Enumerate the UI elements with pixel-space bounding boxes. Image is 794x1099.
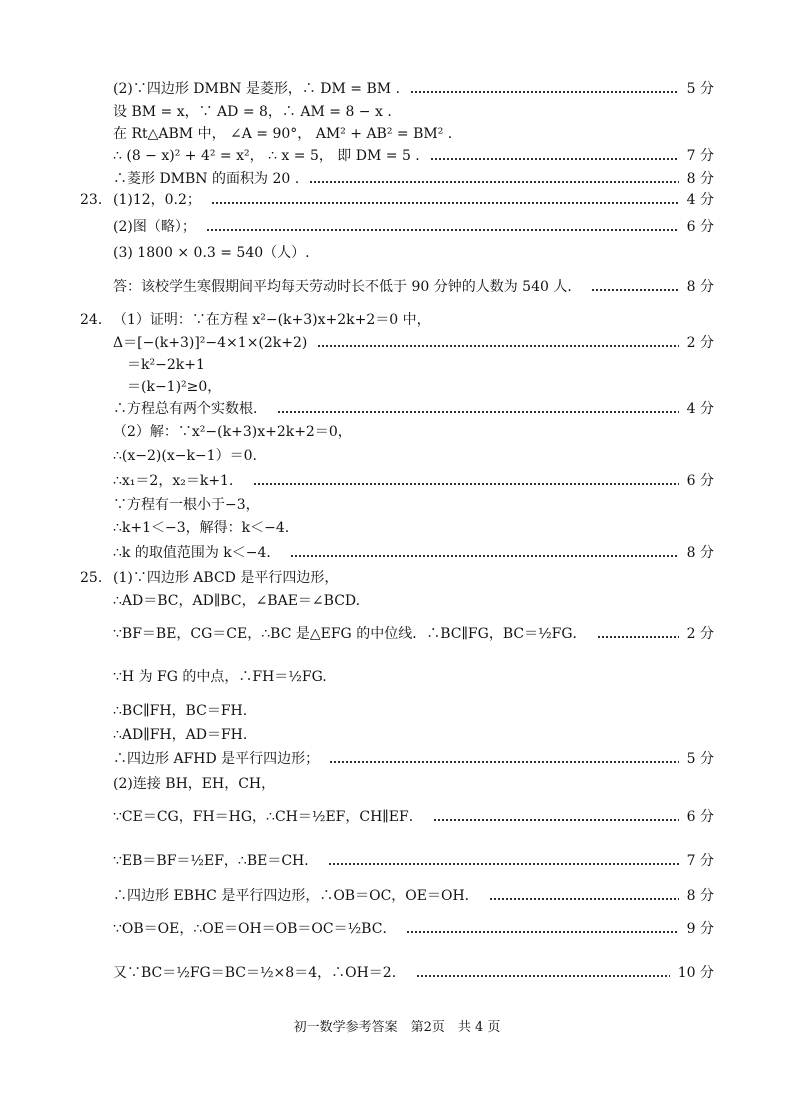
solution-text: ∵OB＝OE，∴OE＝OH＝OB＝OC＝½BC． [113, 921, 397, 937]
dot-leader [309, 168, 679, 190]
score-points: 10 分 [677, 965, 714, 981]
dot-leader [277, 398, 679, 420]
solution-text: ＝(k−1)²≥0， [127, 379, 222, 395]
solution-text: ∵方程有一根小于−3， [113, 497, 260, 513]
dot-leader [410, 78, 679, 100]
dot-leader [328, 850, 679, 872]
dot-leader [489, 885, 679, 907]
score-points: 2 分 [686, 335, 714, 351]
solution-line [0, 542, 794, 564]
solution-text: (3) 1800 × 0.3 = 540（人）. [113, 245, 310, 261]
solution-text: ∴k 的取值范围为 k＜−4． [113, 545, 281, 561]
score-points: 4 分 [686, 401, 714, 417]
solution-line [0, 216, 794, 238]
score-points: 6 分 [686, 809, 714, 825]
score-points: 5 分 [686, 81, 714, 97]
solution-line [0, 962, 794, 984]
score-points: 6 分 [686, 219, 714, 235]
solution-text: (2)∵四边形 DMBN 是菱形，∴ DM = BM . [113, 81, 400, 97]
solution-text: ∴ (8 − x)² + 4² = x²， ∴ x = 5， 即 DM = 5 . [113, 148, 420, 164]
solution-line [0, 666, 794, 688]
solution-line [0, 918, 794, 940]
solution-line [0, 623, 794, 645]
solution-text: ∴AD∥FH，AD＝FH. [113, 727, 248, 743]
solution-text: ∴四边形 EBHC 是平行四边形，∴OB＝OC，OE＝OH． [113, 888, 479, 904]
score-points: 7 分 [686, 853, 714, 869]
solution-line [0, 332, 794, 354]
solution-text: ∴BC∥FH，BC＝FH. [113, 703, 248, 719]
solution-text: 答：该校学生寒假期间平均每天劳动时长不低于 90 分钟的人数为 540 人． [113, 279, 582, 295]
solution-text: ∵H 为 FG 的中点，∴FH＝½FG. [113, 669, 327, 685]
solution-text: ∴方程总有两个实数根． [113, 401, 267, 417]
solution-line [0, 885, 794, 907]
question-number: 23． [80, 192, 112, 208]
solution-text: 设 BM = x，∵ AD = 8，∴ AM = 8 − x . [113, 104, 392, 120]
solution-text: 又∵BC＝½FG＝BC＝½×8＝4，∴OH＝2． [113, 965, 406, 981]
dot-leader [416, 962, 670, 984]
solution-text: ∵EB＝BF＝½EF，∴BE＝CH． [113, 853, 319, 869]
solution-text: (2)图（略）； [113, 219, 196, 235]
dot-leader [317, 332, 679, 354]
score-points: 9 分 [686, 921, 714, 937]
solution-line [0, 445, 794, 467]
solution-line [0, 517, 794, 539]
dot-leader [206, 216, 679, 238]
solution-line [0, 773, 794, 795]
score-points: 8 分 [686, 545, 714, 561]
solution-text: ∴k+1＜−3，解得：k＜−4. [113, 520, 290, 536]
solution-text: (1)12，0.2； [113, 192, 201, 208]
question-number: 25． [80, 570, 112, 586]
solution-line [0, 748, 794, 770]
solution-line [0, 78, 794, 100]
score-points: 4 分 [686, 192, 714, 208]
dot-leader [597, 623, 679, 645]
dot-leader [433, 806, 679, 828]
dot-leader [290, 542, 679, 564]
solution-line [0, 276, 794, 298]
solution-line [0, 421, 794, 443]
solution-text: 在 Rt△ABM 中， ∠A = 90°， AM² + AB² = BM² . [113, 126, 453, 142]
solution-text: ∴菱形 DMBN 的面积为 20 . [113, 171, 300, 187]
solution-line [0, 850, 794, 872]
dot-leader [329, 748, 679, 770]
solution-line [0, 398, 794, 420]
solution-line [0, 168, 794, 190]
dot-leader [430, 145, 679, 167]
solution-line [0, 123, 794, 145]
solution-line [0, 376, 794, 398]
dot-leader [211, 189, 679, 211]
solution-line [0, 470, 794, 492]
solution-line [0, 806, 794, 828]
solution-line [0, 189, 794, 211]
solution-text: ∴x₁＝2，x₂＝k+1． [113, 473, 243, 489]
solution-text: ∴(x−2)(x−k−1）＝0. [113, 448, 257, 464]
solution-line [0, 145, 794, 167]
solution-line [0, 700, 794, 722]
solution-line [0, 354, 794, 376]
score-points: 8 分 [686, 171, 714, 187]
solution-line [0, 242, 794, 264]
solution-text: ∵BF＝BE，CG＝CE，∴BC 是△EFG 的中位线．∴BC∥FG，BC＝½FG． [113, 626, 587, 642]
dot-leader [406, 918, 679, 940]
solution-line [0, 101, 794, 123]
solution-text: ∵CE＝CG，FH＝HG，∴CH＝½EF，CH∥EF． [113, 809, 423, 825]
score-points: 8 分 [686, 888, 714, 904]
solution-text: ∴AD＝BC，AD∥BC，∠BAE＝∠BCD. [113, 593, 361, 609]
solution-line [0, 724, 794, 746]
page-footer: 初一数学参考答案 第2页 共 4 页 [293, 1020, 501, 1035]
dot-leader [591, 276, 679, 298]
solution-text: (2)连接 BH，EH，CH， [113, 776, 276, 792]
score-points: 2 分 [686, 626, 714, 642]
solution-line [0, 567, 794, 589]
dot-leader [253, 470, 679, 492]
score-points: 8 分 [686, 279, 714, 295]
score-points: 7 分 [686, 148, 714, 164]
solution-text: (1)∵四边形 ABCD 是平行四边形， [113, 570, 339, 586]
solution-text: Δ＝[−(k+3)]²−4×1×(2k+2) [113, 335, 308, 351]
solution-line [0, 309, 794, 331]
question-number: 24． [80, 312, 112, 328]
score-points: 6 分 [686, 473, 714, 489]
score-points: 5 分 [686, 751, 714, 767]
solution-line [0, 590, 794, 612]
solution-text: （2）解：∵x²−(k+3)x+2k+2＝0， [113, 424, 352, 440]
solution-text: ∴四边形 AFHD 是平行四边形； [113, 751, 320, 767]
solution-text: （1）证明：∵在方程 x²−(k+3)x+2k+2＝0 中， [113, 312, 431, 328]
solution-text: ＝k²−2k+1 [127, 357, 205, 373]
solution-line [0, 494, 794, 516]
